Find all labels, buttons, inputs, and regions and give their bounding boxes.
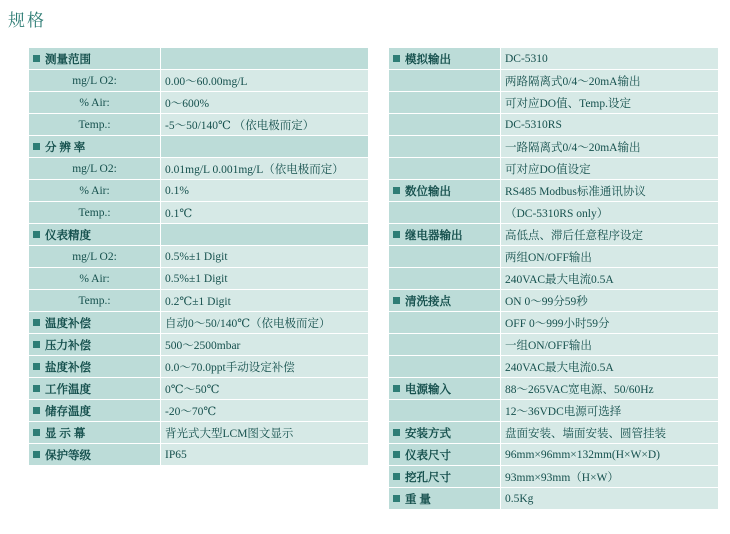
row-label-empty xyxy=(389,356,501,378)
row-label-primary xyxy=(29,136,161,158)
row-value: 0.1% xyxy=(161,180,369,202)
table-row xyxy=(389,136,719,158)
row-label-text: 分 辨 率 xyxy=(45,141,86,154)
row-value: ON 0～99分59秒 xyxy=(501,290,719,312)
row-label-text: 压力补偿 xyxy=(45,339,91,352)
table-row xyxy=(29,422,369,444)
square-bullet-icon xyxy=(33,363,40,370)
row-value: 高低点、滞后任意程序设定 xyxy=(501,224,719,246)
table-row xyxy=(389,180,719,202)
row-label-text: 盐度补偿 xyxy=(45,361,91,374)
square-bullet-icon xyxy=(33,407,40,414)
table-row xyxy=(29,246,369,268)
row-label-text: 电源输入 xyxy=(405,383,451,396)
table-row xyxy=(29,180,369,202)
row-label-text: Temp.: xyxy=(78,118,111,131)
row-label-primary xyxy=(29,356,161,378)
row-label-text: 工作温度 xyxy=(45,383,91,396)
square-bullet-icon xyxy=(393,187,400,194)
row-label-primary xyxy=(389,488,501,510)
row-label-sub xyxy=(29,290,161,312)
row-label-text: mg/L O2: xyxy=(72,74,117,87)
table-row xyxy=(389,290,719,312)
row-value: 88～265VAC宽电源、50/60Hz xyxy=(501,378,719,400)
row-value: 0.01mg/L 0.001mg/L（依电极而定） xyxy=(161,158,369,180)
row-value: 0.0～70.0ppt手动设定补偿 xyxy=(161,356,369,378)
row-value: 0～600% xyxy=(161,92,369,114)
row-label-primary xyxy=(29,224,161,246)
row-label-text: 清洗接点 xyxy=(405,295,451,308)
row-value: 12～36VDC电源可选择 xyxy=(501,400,719,422)
table-row xyxy=(389,48,719,70)
table-row xyxy=(29,70,369,92)
row-label-empty xyxy=(389,400,501,422)
square-bullet-icon xyxy=(33,319,40,326)
row-value xyxy=(161,136,369,158)
table-row xyxy=(389,70,719,92)
row-label-primary xyxy=(389,444,501,466)
table-row xyxy=(29,92,369,114)
row-value: IP65 xyxy=(161,444,369,466)
square-bullet-icon xyxy=(33,55,40,62)
row-value: 可对应DO值、Temp.设定 xyxy=(501,92,719,114)
row-label-empty xyxy=(389,158,501,180)
specification-table-left xyxy=(28,47,369,466)
row-value: 240VAC最大电流0.5A xyxy=(501,356,719,378)
row-value: 93mm×93mm（H×W） xyxy=(501,466,719,488)
row-value: DC-5310RS xyxy=(501,114,719,136)
row-label-text: 测量范围 xyxy=(45,53,91,66)
row-label-primary xyxy=(389,290,501,312)
row-label-primary xyxy=(389,180,501,202)
table-row xyxy=(29,290,369,312)
table-row xyxy=(29,356,369,378)
row-label-primary xyxy=(389,422,501,444)
row-value: 96mm×96mm×132mm(H×W×D) xyxy=(501,444,719,466)
row-label-sub xyxy=(29,268,161,290)
square-bullet-icon xyxy=(33,231,40,238)
row-label-sub xyxy=(29,92,161,114)
row-label-primary xyxy=(29,312,161,334)
table-row xyxy=(29,48,369,70)
square-bullet-icon xyxy=(33,451,40,458)
row-label-text: Temp.: xyxy=(78,294,111,307)
row-label-primary xyxy=(29,400,161,422)
row-label-text: mg/L O2: xyxy=(72,162,117,175)
square-bullet-icon xyxy=(33,429,40,436)
row-label-text: 模拟输出 xyxy=(405,53,451,66)
row-value: 自动0～50/140℃（依电极而定） xyxy=(161,312,369,334)
row-value: 500～2500mbar xyxy=(161,334,369,356)
row-label-text: 显 示 幕 xyxy=(45,427,86,440)
row-label-empty xyxy=(389,92,501,114)
row-label-text: 仪表精度 xyxy=(45,229,91,242)
row-value: 两组ON/OFF输出 xyxy=(501,246,719,268)
square-bullet-icon xyxy=(393,231,400,238)
row-label-empty xyxy=(389,312,501,334)
row-value: 0.5%±1 Digit xyxy=(161,246,369,268)
row-label-empty xyxy=(389,268,501,290)
row-label-text: 温度补偿 xyxy=(45,317,91,330)
row-label-text: % Air: xyxy=(79,184,110,197)
row-value: 两路隔离式0/4～20mA输出 xyxy=(501,70,719,92)
row-value xyxy=(161,224,369,246)
square-bullet-icon xyxy=(393,429,400,436)
table-row xyxy=(29,378,369,400)
row-label-empty xyxy=(389,136,501,158)
row-value: （DC-5310RS only） xyxy=(501,202,719,224)
table-row xyxy=(389,92,719,114)
row-value: 0.1℃ xyxy=(161,202,369,224)
table-right-body xyxy=(389,48,719,510)
row-value: 0.00～60.00mg/L xyxy=(161,70,369,92)
row-value: 0.5%±1 Digit xyxy=(161,268,369,290)
table-row xyxy=(389,488,719,510)
row-value: -5～50/140℃ （依电极而定） xyxy=(161,114,369,136)
row-label-primary xyxy=(389,224,501,246)
row-value: 可对应DO值设定 xyxy=(501,158,719,180)
table-row xyxy=(29,158,369,180)
square-bullet-icon xyxy=(33,385,40,392)
row-label-text: 数位输出 xyxy=(405,185,451,198)
row-label-sub xyxy=(29,114,161,136)
table-row xyxy=(29,136,369,158)
table-row xyxy=(389,224,719,246)
row-value: 0℃～50℃ xyxy=(161,378,369,400)
row-value xyxy=(161,48,369,70)
square-bullet-icon xyxy=(393,495,400,502)
table-row xyxy=(29,334,369,356)
square-bullet-icon xyxy=(393,297,400,304)
table-left-body xyxy=(29,48,369,466)
row-label-primary xyxy=(389,466,501,488)
row-value: DC-5310 xyxy=(501,48,719,70)
row-label-text: 继电器输出 xyxy=(405,229,463,242)
row-label-sub xyxy=(29,246,161,268)
row-label-empty xyxy=(389,334,501,356)
table-row xyxy=(389,268,719,290)
table-row xyxy=(389,114,719,136)
row-value: 0.5Kg xyxy=(501,488,719,510)
row-label-sub xyxy=(29,70,161,92)
table-row xyxy=(389,400,719,422)
row-label-text: 保护等级 xyxy=(45,449,91,462)
table-row xyxy=(389,246,719,268)
row-label-text: 安装方式 xyxy=(405,427,451,440)
table-row xyxy=(389,158,719,180)
square-bullet-icon xyxy=(393,473,400,480)
row-label-text: 仪表尺寸 xyxy=(405,449,451,462)
row-label-primary xyxy=(29,422,161,444)
row-label-sub xyxy=(29,158,161,180)
square-bullet-icon xyxy=(393,385,400,392)
table-row xyxy=(29,114,369,136)
row-value: 一组ON/OFF输出 xyxy=(501,334,719,356)
table-row xyxy=(389,444,719,466)
page-title: 规格 xyxy=(8,11,46,30)
table-row xyxy=(29,268,369,290)
square-bullet-icon xyxy=(393,451,400,458)
row-label-sub xyxy=(29,202,161,224)
row-label-primary xyxy=(29,444,161,466)
row-label-text: 储存温度 xyxy=(45,405,91,418)
row-value: OFF 0～999小时59分 xyxy=(501,312,719,334)
row-value: 一路隔离式0/4～20mA输出 xyxy=(501,136,719,158)
row-value: 背光式大型LCM图文显示 xyxy=(161,422,369,444)
square-bullet-icon xyxy=(393,55,400,62)
table-row xyxy=(389,202,719,224)
row-label-empty xyxy=(389,114,501,136)
table-row xyxy=(29,202,369,224)
table-row xyxy=(389,334,719,356)
table-row xyxy=(389,466,719,488)
row-value: -20～70℃ xyxy=(161,400,369,422)
square-bullet-icon xyxy=(33,143,40,150)
table-row xyxy=(29,312,369,334)
row-label-text: % Air: xyxy=(79,96,110,109)
row-label-text: 重 量 xyxy=(405,493,431,506)
row-label-empty xyxy=(389,202,501,224)
row-label-empty xyxy=(389,246,501,268)
row-label-primary xyxy=(29,334,161,356)
table-row xyxy=(29,444,369,466)
row-label-text: Temp.: xyxy=(78,206,111,219)
table-row xyxy=(29,400,369,422)
specification-table-right xyxy=(388,47,719,510)
table-row xyxy=(389,422,719,444)
row-label-sub xyxy=(29,180,161,202)
row-value: 240VAC最大电流0.5A xyxy=(501,268,719,290)
square-bullet-icon xyxy=(33,341,40,348)
table-row xyxy=(389,378,719,400)
row-value: 0.2℃±1 Digit xyxy=(161,290,369,312)
row-value: RS485 Modbus标准通讯协议 xyxy=(501,180,719,202)
row-label-primary xyxy=(389,378,501,400)
table-row xyxy=(389,312,719,334)
row-label-empty xyxy=(389,70,501,92)
row-label-text: % Air: xyxy=(79,272,110,285)
row-value: 盘面安装、墙面安装、圆管挂装 xyxy=(501,422,719,444)
row-label-primary xyxy=(29,48,161,70)
table-row xyxy=(29,224,369,246)
row-label-primary xyxy=(389,48,501,70)
table-row xyxy=(389,356,719,378)
row-label-text: mg/L O2: xyxy=(72,250,117,263)
row-label-primary xyxy=(29,378,161,400)
row-label-text: 挖孔尺寸 xyxy=(405,471,451,484)
